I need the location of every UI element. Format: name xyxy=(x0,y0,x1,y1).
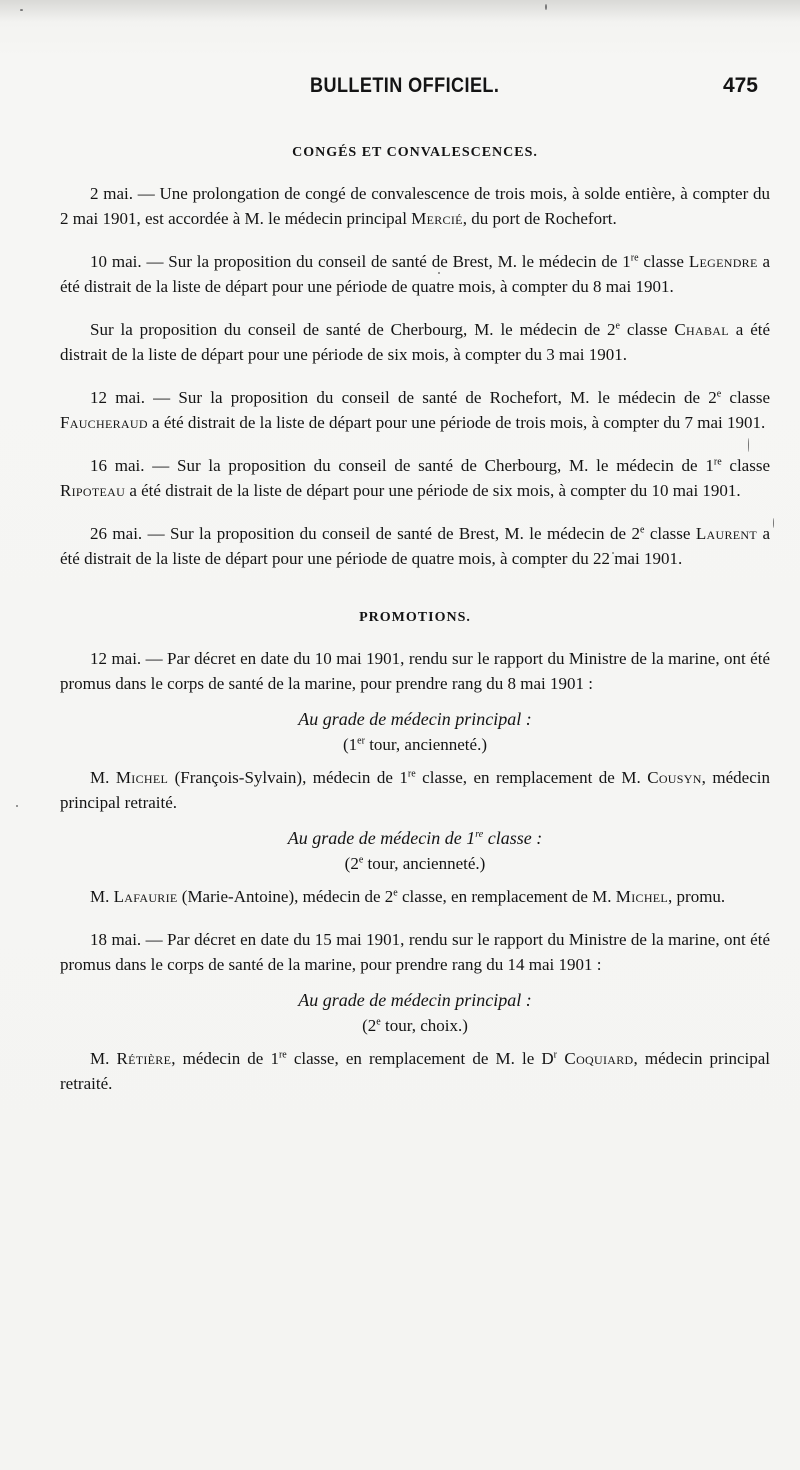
person-name: Legendre xyxy=(688,252,758,271)
grade-subheading: (1er tour, ancienneté.) xyxy=(343,735,487,754)
entry-16-mai: 16 mai. — Sur la proposition du conseil de santé de Cherbourg, M. le médecin de 1re classe Ripoteau a été distrait de la liste de départ pour une période de six mois, à compter du 10 mai 1901. xyxy=(60,456,770,500)
grade-heading: Au grade de médecin principal : xyxy=(298,990,532,1010)
person-name: Mercié xyxy=(411,209,463,228)
promotion-12-mai: 12 mai. — Par décret en date du 10 mai 1901, rendu sur le rapport du Ministre de la marine, ont été promus dans le corps de santé de la marine, pour prendre rang du 8 mai 1901 : xyxy=(60,649,770,693)
grade-subheading: (2e tour, ancienneté.) xyxy=(344,854,486,873)
section-title-conges: CONGÉS ET CONVALESCENCES. xyxy=(292,145,538,160)
promotion-18-mai: 18 mai. — Par décret en date du 15 mai 1901, rendu sur le rapport du Ministre de la marine, ont été promus dans le corps de santé de la marine, pour prendre rang du 14 mai 1901 : xyxy=(60,930,770,974)
page-body xyxy=(60,140,770,1106)
person-name: Laurent xyxy=(695,524,758,543)
page-number: 475 xyxy=(722,74,758,97)
grade-heading: Au grade de médecin de 1re classe : xyxy=(287,828,543,848)
entry-10-mai: 10 mai. — Sur la proposition du conseil de santé de Brest, M. le médecin de 1re classe Legendre a été distrait de la liste de départ pour une période de quatre mois, à compter du 8 mai 1901. xyxy=(60,252,770,296)
section-title-promotions: PROMOTIONS. xyxy=(359,610,471,625)
person-name: Faucheraud xyxy=(60,413,148,432)
entry-2-mai: 2 mai. — Une prolongation de congé de convalescence de trois mois, à solde entière, à compter du 2 mai 1901, est accordée à M. le médecin principal Mercié, du port de Rochefort. xyxy=(60,184,770,228)
entry-26-mai: 26 mai. — Sur la proposition du conseil de santé de Brest, M. le médecin de 2e classe Laurent a été distrait de la liste de départ pour une période de quatre mois, à compter du 22 mai 1901. xyxy=(60,524,771,568)
person-name: Chabal xyxy=(674,320,729,339)
appointment-retiere: M. Rétière, médecin de 1re classe, en remplacement de M. le $D^r$ Coquiard, médecin principal retraité. xyxy=(60,1049,770,1093)
person-name: Ripoteau xyxy=(60,481,126,500)
entry-cherbourg: Sur la proposition du conseil de santé de Cherbourg, M. le médecin de 2e classe Chabal a été distrait de la liste de départ pour une période de six mois, à compter du 3 mai 1901. xyxy=(60,320,771,364)
appointment-michel: M. Michel (François-Sylvain), médecin de 1re classe, en remplacement de M. Cousyn, médecin principal retraité. xyxy=(60,768,770,812)
entry-12-mai: 12 mai. — Sur la proposition du conseil de santé de Rochefort, M. le médecin de 2e classe Faucheraud a été distrait de la liste de départ pour une période de trois mois, à compter du 7 mai 1901. xyxy=(60,388,770,432)
grade-subheading: (2e tour, choix.) xyxy=(362,1016,468,1035)
running-title: BULLETIN OFFICIEL. xyxy=(310,74,500,97)
grade-heading: Au grade de médecin principal : xyxy=(298,709,532,729)
page-header xyxy=(0,70,800,106)
appointment-lafaurie: M. Lafaurie (Marie-Antoine), médecin de 2e classe, en remplacement de M. Michel, promu. xyxy=(90,887,726,906)
